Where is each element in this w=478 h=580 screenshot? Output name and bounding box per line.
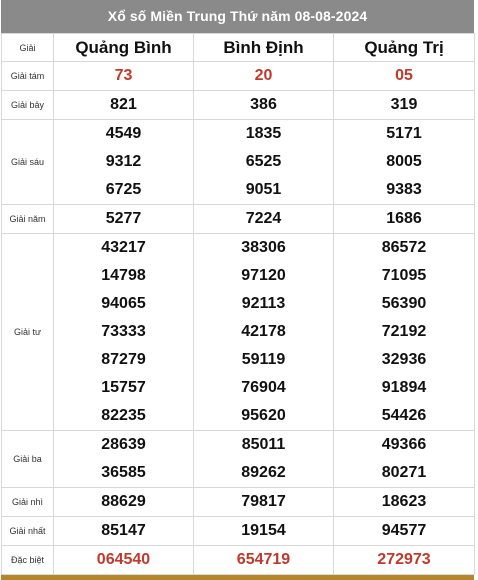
prize-row — [2, 91, 475, 120]
prize-number: 80271 — [381, 464, 427, 481]
prize-number: 59119 — [241, 351, 286, 368]
prize-number: 49366 — [381, 436, 427, 453]
prize-number: 4549 — [105, 125, 142, 142]
province-header-quang-binh: Quảng Bình — [54, 34, 194, 62]
prize-cell-binh-dinh — [194, 431, 334, 488]
prize-cell-quang-tri — [334, 91, 475, 120]
prize-number: 272973 — [377, 551, 431, 568]
header-row — [2, 34, 475, 62]
prize-label: Giải ba — [2, 431, 54, 488]
prize-number: 319 — [390, 96, 418, 113]
prize-cell-binh-dinh — [194, 205, 334, 234]
province-header-binh-dinh: Bình Định — [194, 34, 334, 62]
prize-label: Giải tư — [2, 234, 54, 431]
prize-number: 85147 — [101, 522, 146, 539]
prize-number: 89262 — [241, 464, 286, 481]
prize-number: 064540 — [96, 551, 151, 568]
prize-cell-binh-dinh — [194, 546, 334, 575]
prize-number: 1686 — [386, 210, 422, 227]
prize-number: 56390 — [381, 295, 427, 312]
prize-number: 79817 — [241, 493, 286, 510]
prize-number: 76904 — [241, 379, 286, 396]
prize-number: 5277 — [105, 210, 142, 227]
prize-number: 94577 — [381, 522, 427, 539]
prize-label: Đặc biệt — [2, 546, 54, 575]
prize-label: Giải nhất — [2, 517, 54, 546]
prize-cell-binh-dinh — [194, 120, 334, 205]
prize-cell-quang-tri — [334, 517, 475, 546]
prize-number: 15757 — [101, 379, 146, 396]
prize-number: 7224 — [245, 210, 282, 227]
prize-number: 9051 — [245, 181, 282, 198]
prize-cell-binh-dinh — [194, 488, 334, 517]
prize-cell-quang-binh — [54, 91, 194, 120]
province-header-quang-tri: Quảng Trị — [334, 34, 475, 62]
header-label: Giải — [2, 34, 54, 62]
prize-number: 1835 — [245, 125, 282, 142]
prize-number: 72192 — [381, 323, 427, 340]
prize-cell-binh-dinh — [194, 234, 334, 431]
prize-cell-quang-binh — [54, 205, 194, 234]
prize-number: 14798 — [101, 267, 146, 284]
prize-number: 6725 — [105, 181, 142, 198]
results-table — [1, 33, 475, 575]
prize-cell-binh-dinh — [194, 62, 334, 91]
prize-number: 821 — [110, 96, 137, 113]
prize-cell-quang-tri — [334, 431, 475, 488]
prize-number: 9312 — [105, 153, 142, 170]
prize-label: Giải bảy — [2, 91, 54, 120]
prize-number: 54426 — [381, 407, 427, 424]
lottery-results-panel — [1, 0, 474, 580]
prize-number: 6525 — [245, 153, 282, 170]
prize-cell-quang-binh — [54, 431, 194, 488]
results-title: Xổ số Miền Trung Thứ năm 08-08-2024 — [1, 0, 474, 33]
prize-cell-quang-tri — [334, 546, 475, 575]
prize-cell-quang-binh — [54, 234, 194, 431]
prize-number: 73333 — [101, 323, 146, 340]
prize-cell-quang-tri — [334, 120, 475, 205]
prize-cell-quang-tri — [334, 488, 475, 517]
prize-number: 85011 — [241, 436, 286, 453]
bottom-bar — [1, 575, 474, 580]
prize-number: 654719 — [236, 551, 291, 568]
prize-number: 32936 — [381, 351, 427, 368]
prize-row — [2, 488, 475, 517]
prize-number: 20 — [254, 67, 273, 84]
prize-number: 95620 — [241, 407, 286, 424]
prize-number: 8005 — [386, 153, 422, 170]
prize-number: 42178 — [241, 323, 286, 340]
prize-number: 386 — [250, 96, 277, 113]
prize-label: Giải năm — [2, 205, 54, 234]
prize-cell-quang-binh — [54, 517, 194, 546]
prize-cell-quang-tri — [334, 205, 475, 234]
prize-row — [2, 431, 475, 488]
prize-number: 73 — [114, 67, 133, 84]
prize-number: 43217 — [101, 239, 146, 256]
prize-number: 36585 — [101, 464, 146, 481]
prize-cell-binh-dinh — [194, 517, 334, 546]
prize-number: 5171 — [386, 125, 422, 142]
prize-cell-quang-binh — [54, 546, 194, 575]
prize-label: Giải sáu — [2, 120, 54, 205]
prize-number: 18623 — [381, 493, 427, 510]
prize-number: 71095 — [381, 267, 427, 284]
prize-number: 88629 — [101, 493, 146, 510]
prize-number: 19154 — [241, 522, 286, 539]
prize-number: 92113 — [241, 295, 286, 312]
prize-row — [2, 205, 475, 234]
prize-number: 28639 — [101, 436, 146, 453]
prize-number: 82235 — [101, 407, 146, 424]
prize-cell-binh-dinh — [194, 91, 334, 120]
prize-row — [2, 120, 475, 205]
prize-cell-quang-tri — [334, 234, 475, 431]
prize-cell-quang-binh — [54, 120, 194, 205]
prize-number: 38306 — [241, 239, 286, 256]
prize-row — [2, 62, 475, 91]
prize-cell-quang-binh — [54, 488, 194, 517]
prize-label: Giải nhì — [2, 488, 54, 517]
prize-number: 86572 — [381, 239, 427, 256]
prize-row — [2, 546, 475, 575]
prize-number: 87279 — [101, 351, 146, 368]
prize-number: 05 — [395, 67, 413, 84]
prize-number: 94065 — [101, 295, 146, 312]
prize-cell-quang-binh — [54, 62, 194, 91]
prize-row — [2, 234, 475, 431]
prize-number: 91894 — [381, 379, 427, 396]
prize-number: 9383 — [386, 181, 422, 198]
prize-cell-quang-tri — [334, 62, 475, 91]
prize-number: 97120 — [241, 267, 286, 284]
prize-label: Giải tám — [2, 62, 54, 91]
prize-row — [2, 517, 475, 546]
